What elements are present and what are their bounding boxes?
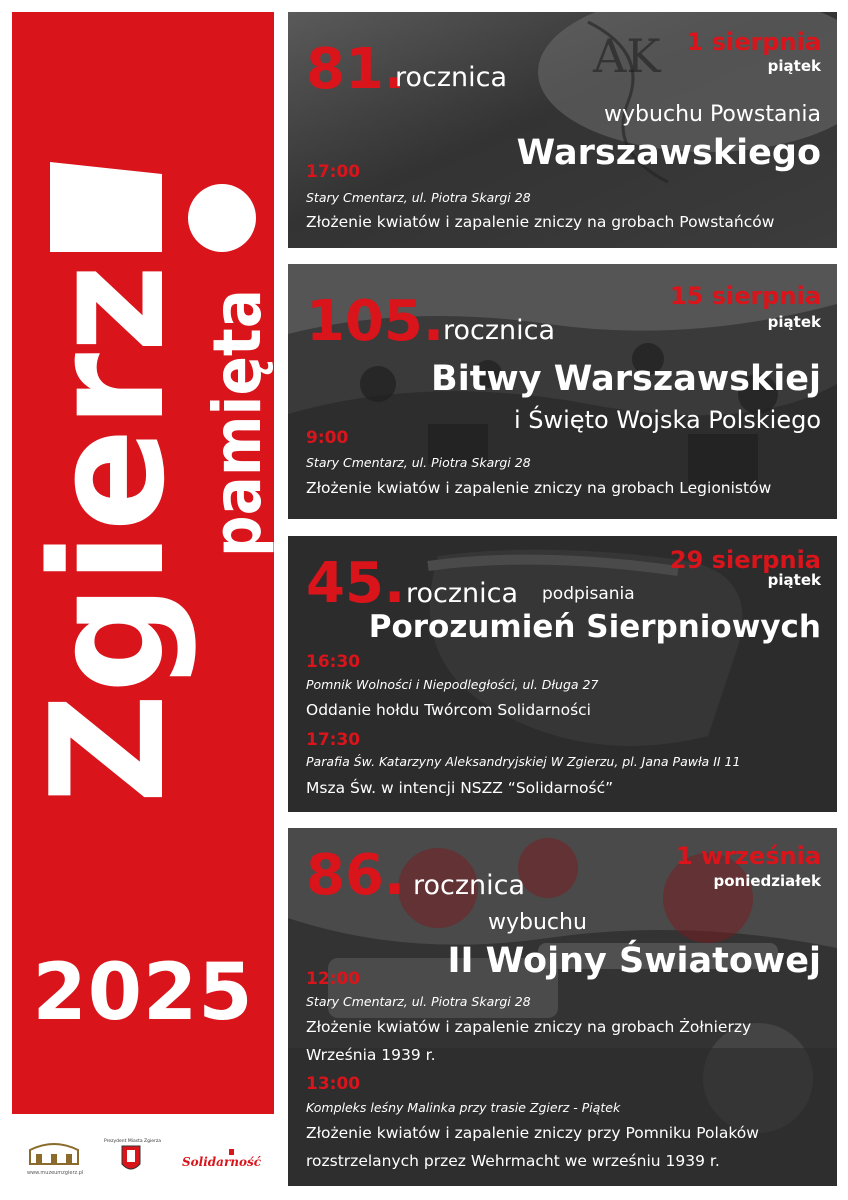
event-time: 16:30 <box>306 652 361 672</box>
event-time: 17:00 <box>306 162 361 182</box>
event-subtitle: wybuchu <box>488 910 587 935</box>
event-date: 15 sierpnia <box>669 282 821 310</box>
title-pamieta: pamięta <box>199 252 276 557</box>
svg-text:Solidarność: Solidarność <box>182 1155 262 1169</box>
event-place: Parafia Św. Katarzyny Aleksandryjskiej W Zgierzu, pl. Jana Pawła II 11 <box>306 754 741 769</box>
event-card-bitwa <box>288 264 837 519</box>
event-weekday: piątek <box>767 571 821 589</box>
exclamation-bar <box>50 162 162 252</box>
rocznica-label: rocznica <box>406 578 519 609</box>
event-weekday: poniedziałek <box>713 872 821 890</box>
event-time: 9:00 <box>306 428 349 448</box>
event-description: Złożenie kwiatów i zapalenie zniczy na grobach Żołnierzy <box>306 1018 752 1036</box>
anniversary-number: 81. <box>306 37 406 102</box>
title-banner <box>12 12 274 1114</box>
event-card-powstanie <box>288 12 837 248</box>
anniversary-number: 105. <box>306 289 445 354</box>
event-weekday: piątek <box>767 57 821 75</box>
rocznica-label: rocznica <box>395 62 508 93</box>
event-description: Złożenie kwiatów i zapalenie zniczy przy Pomniku Polaków <box>306 1124 759 1142</box>
event-title: Warszawskiego <box>516 133 821 173</box>
museum-logo <box>27 1144 83 1176</box>
event-time: 12:00 <box>306 969 361 989</box>
event-date: 29 sierpnia <box>669 546 821 574</box>
sponsor-logos <box>24 1134 274 1184</box>
event-weekday: piątek <box>767 313 821 331</box>
event-description: rozstrzelanych przez Wehrmacht we wrześniu 1939 r. <box>306 1152 720 1170</box>
anniversary-number: 86. <box>306 843 406 908</box>
event-date: 1 sierpnia <box>686 28 821 56</box>
event-place: Stary Cmentarz, ul. Piotra Skargi 28 <box>306 994 531 1009</box>
anniversary-number: 45. <box>306 551 406 616</box>
event-place: Stary Cmentarz, ul. Piotra Skargi 28 <box>306 190 531 205</box>
event-description: Msza Św. w intencji NSZZ “Solidarność” <box>306 779 614 797</box>
event-date: 1 września <box>675 842 821 870</box>
vertical-title <box>12 12 282 1012</box>
event-title: Bitwy Warszawskiej <box>431 359 821 399</box>
event-card-porozumienia <box>288 536 837 812</box>
rocznica-label: rocznica <box>413 870 526 901</box>
event-description: Złożenie kwiatów i zapalenie zniczy na grobach Legionistów <box>306 479 772 497</box>
city-crest-logo <box>104 1138 161 1169</box>
event-place: Pomnik Wolności i Niepodległości, ul. Długa 27 <box>306 677 599 692</box>
event-subtitle: wybuchu Powstania <box>604 102 821 127</box>
exclamation-dot <box>188 184 256 252</box>
svg-text:AK: AK <box>593 29 661 83</box>
svg-text:www.muzeumzgierz.pl: www.muzeumzgierz.pl <box>27 1170 84 1176</box>
event-description: Oddanie hołdu Twórcom Solidarności <box>306 701 591 719</box>
year: 2025 <box>32 948 254 1038</box>
solidarnosc-logo <box>182 1149 262 1169</box>
event-description: Złożenie kwiatów i zapalenie zniczy na grobach Powstańców <box>306 213 775 231</box>
rocznica-label: rocznica <box>443 315 556 346</box>
event-card-wojna <box>288 828 837 1186</box>
svg-text:Prezydent Miasta Zgierza: Prezydent Miasta Zgierza <box>104 1139 161 1144</box>
event-title: Porozumień Sierpniowych <box>368 609 821 645</box>
rocznica-extra: podpisania <box>542 584 635 604</box>
event-description: Września 1939 r. <box>306 1046 436 1064</box>
event-time: 13:00 <box>306 1074 361 1094</box>
event-place: Stary Cmentarz, ul. Piotra Skargi 28 <box>306 455 531 470</box>
event-subtitle: i Święto Wojska Polskiego <box>513 406 821 434</box>
event-place: Kompleks leśny Malinka przy trasie Zgierz - Piątek <box>306 1100 621 1115</box>
title-zgierz: Zgierz <box>17 252 199 804</box>
event-title: II Wojny Światowej <box>447 941 821 981</box>
event-time: 17:30 <box>306 730 361 750</box>
